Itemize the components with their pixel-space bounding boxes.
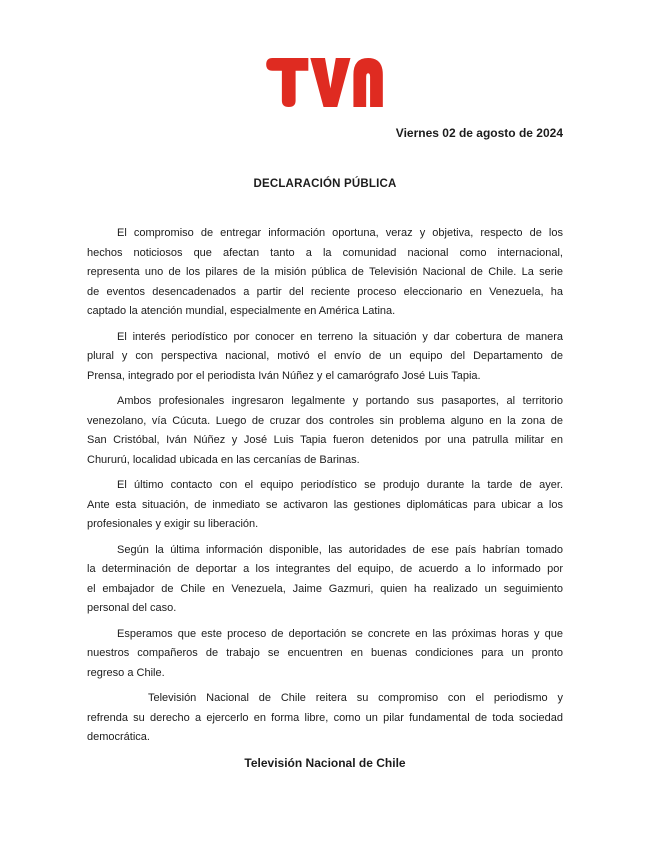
document-body xyxy=(87,224,563,748)
document-title: DECLARACIÓN PÚBLICA xyxy=(253,178,397,190)
paragraph xyxy=(87,392,563,470)
text-line: nuestros compañeros de trabajo se encuentren en buenas condiciones para un pronto xyxy=(87,647,563,659)
text-line: el embajador de Chile en Venezuela, Jaime Gazmuri, quien ha realizado un seguimiento xyxy=(87,582,563,595)
text-line: El compromiso de entregar información oportuna, veraz y objetiva, respecto de los xyxy=(117,227,563,239)
text-line: captado la atención mundial, especialmente en América Latina. xyxy=(87,305,396,317)
text-line: democrática. xyxy=(87,731,150,743)
date-text: Viernes 02 de agosto de 2024 xyxy=(395,126,563,140)
paragraph xyxy=(87,625,563,684)
tvn-logo-icon xyxy=(266,58,384,107)
text-line: de eventos desencadenados a partir del reciente proceso eleccionario en Venezuela, ha xyxy=(87,285,563,298)
text-line: Esperamos que este proceso de deportación se concrete en las próximas horas y que xyxy=(117,627,563,640)
text-line: El último contacto con el equipo periodístico se produjo durante la tarde de ayer. xyxy=(117,479,563,491)
text-line: regreso a Chile. xyxy=(87,666,165,679)
text-line: personal del caso. xyxy=(87,602,177,614)
text-line: Según la última información disponible, las autoridades de ese país habrían tomado xyxy=(117,543,563,556)
text-line: hechos noticiosos que afectan tanto a la comunidad nacional como internacional, xyxy=(87,246,563,259)
text-line: El interés periodístico por conocer en terreno la situación y dar cobertura de manera xyxy=(117,330,563,343)
text-line: Ante esta situación, de inmediato se activaron las gestiones diplomáticas para ubicar a los xyxy=(87,498,563,511)
logo-letter-t xyxy=(266,58,308,107)
logo-letter-v xyxy=(310,58,350,107)
tvn-logo xyxy=(266,58,384,107)
text-line: representa uno de los pilares de la misión pública de Televisión Nacional de Chile. La serie xyxy=(87,266,563,278)
text-line: refrenda su derecho a ejercerlo en forma libre, como un pilar fundamental de toda sociedad xyxy=(87,711,563,724)
paragraph xyxy=(87,224,563,322)
paragraph xyxy=(87,541,563,619)
paragraph xyxy=(87,476,563,535)
paragraph xyxy=(87,689,563,748)
text-line: Ambos profesionales ingresaron legalmente y portando sus pasaportes, al territorio xyxy=(117,395,563,407)
text-line: profesionales y exigir su liberación. xyxy=(87,518,259,530)
logo-letter-n xyxy=(353,58,382,107)
text-line: la determinación de deportar a los integrantes del equipo, de acuerdo a lo informado por xyxy=(87,563,563,575)
text-line: Chururú, localidad ubicada en las cercanías de Barinas. xyxy=(87,453,360,466)
text-line: Prensa, integrado por el periodista Iván Núñez y el camarógrafo José Luis Tapia. xyxy=(87,369,481,382)
text-line: plural y con perspectiva nacional, motivó el envío de un equipo del Departamento de xyxy=(87,350,563,362)
paragraph xyxy=(87,328,563,387)
text-line: venezolano, vía Cúcuta. Luego de cruzar dos controles sin problema alguno en la zona de xyxy=(87,414,563,427)
text-line: Televisión Nacional de Chile reitera su compromiso con el periodismo y xyxy=(148,692,563,704)
text-line: San Cristóbal, Iván Núñez y José Luis Tapia fueron detenidos por una patrulla militar en xyxy=(87,434,563,446)
signature: Televisión Nacional de Chile xyxy=(244,755,406,770)
